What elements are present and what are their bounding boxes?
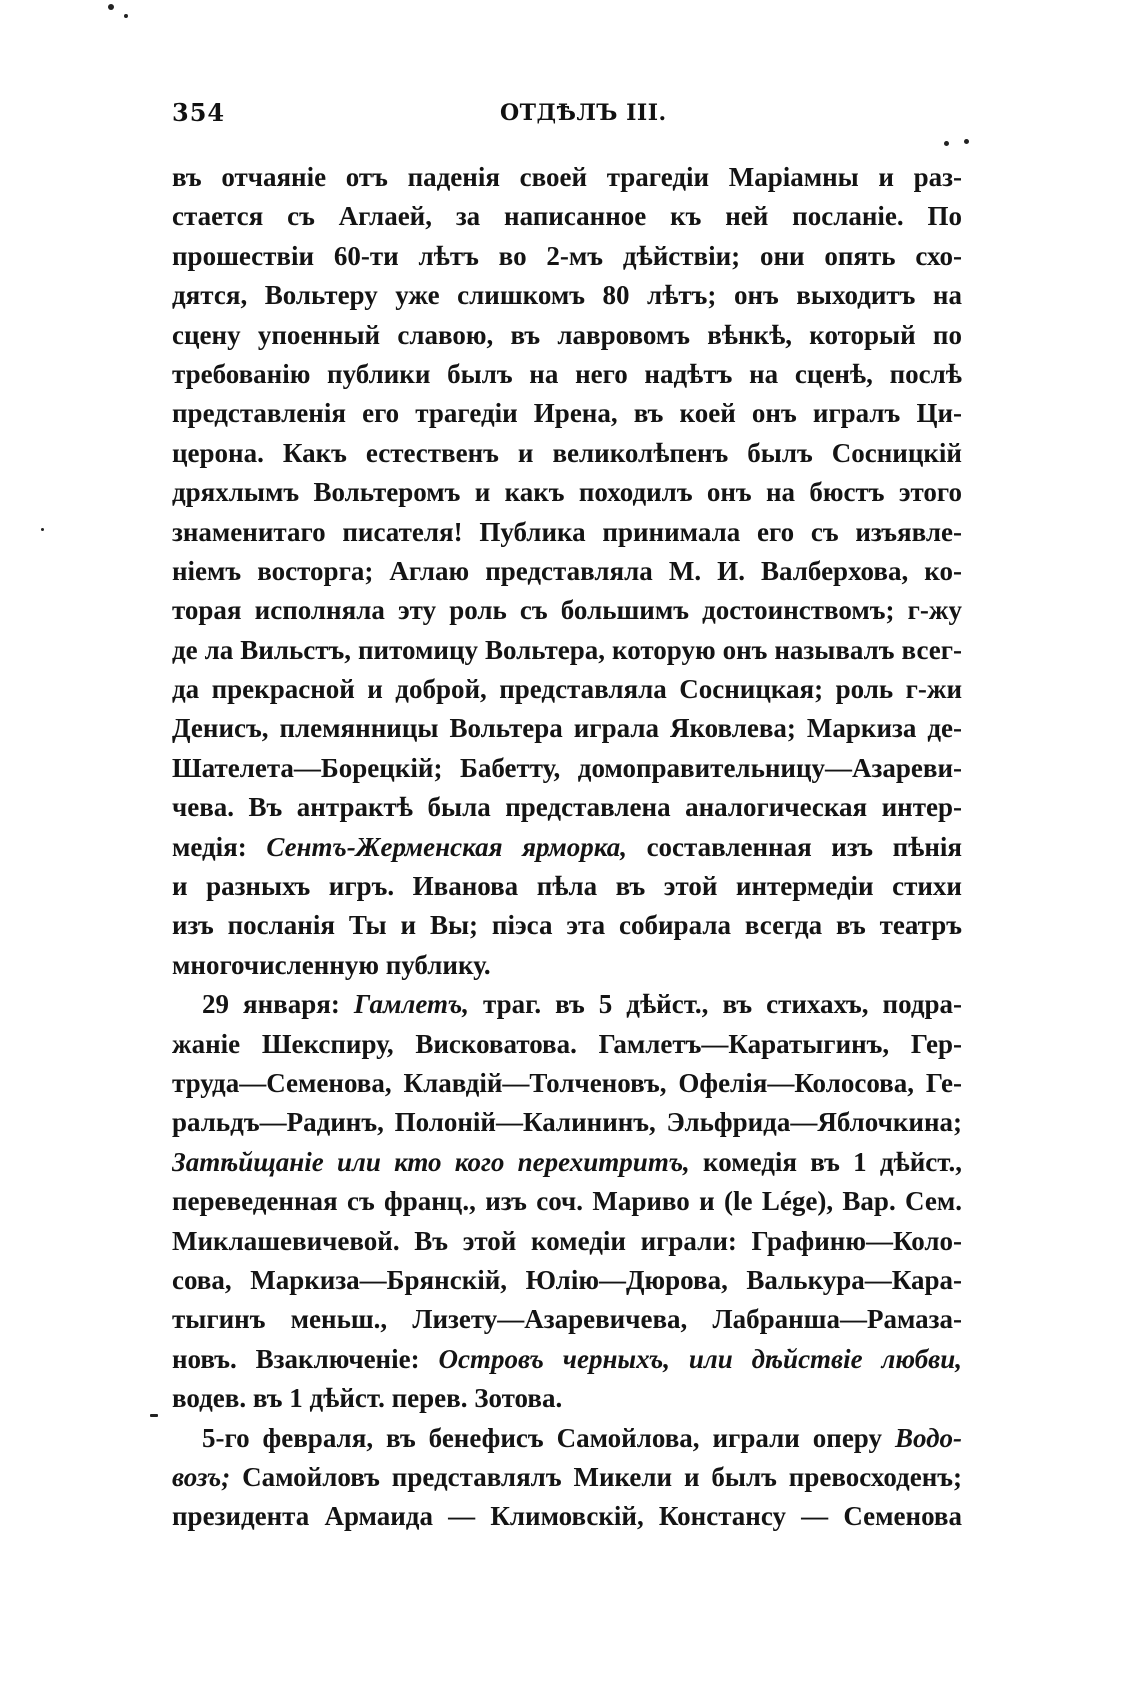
- text-line: церона. Какъ естественъ и великолѣпенъ былъ Сосницкій: [172, 437, 962, 468]
- print-speck: [108, 4, 114, 10]
- text-line: стается съ Аглаей, за написанное къ ней посланіе. По: [172, 201, 962, 232]
- text-line: тыгинъ меньш., Лизету—Азаревичева, Лабранша—Рамаза-: [172, 1304, 962, 1335]
- work-title: Гамлетъ,: [353, 989, 469, 1020]
- text-line: [172, 1340, 962, 1379]
- text-line: дряхлымъ Вольтеромъ и какъ походилъ онъ на бюстъ этого: [172, 477, 962, 508]
- text-line: [172, 985, 962, 1024]
- print-speck: [41, 528, 44, 531]
- text-line: Миклашевичевой. Въ этой комедіи играли: Графиню—Коло-: [172, 1225, 962, 1256]
- text-line: многочисленную публику.: [172, 949, 491, 980]
- text-line: представленія его трагедіи Ирена, въ коей онъ игралъ Ци-: [172, 398, 962, 429]
- text-line: дятся, Вольтеру уже слишкомъ 80 лѣтъ; онъ выходитъ на: [172, 280, 962, 311]
- text-line: и разныхъ игръ. Иванова пѣла въ этой интермедіи стихи: [172, 871, 962, 902]
- text-line: де ла Вильстъ, питомицу Вольтера, которую онъ называлъ всег-: [172, 634, 962, 665]
- text-line: [172, 1419, 962, 1458]
- work-title: Островъ черныхъ, или дѣйствіе любви,: [438, 1343, 962, 1374]
- text-line: [172, 828, 962, 867]
- page-number: 354: [172, 98, 226, 127]
- text-line: изъ посланія Ты и Вы; піэса эта собирала всегда въ театръ: [172, 910, 962, 941]
- print-speck: [150, 1414, 158, 1417]
- work-title: возъ;: [172, 1461, 231, 1492]
- text-line: водев. въ 1 дѣйст. перев. Зотова.: [172, 1383, 563, 1414]
- print-speck: [964, 139, 969, 144]
- text-line: знаменитаго писателя! Публика принимала его съ изъявле-: [172, 516, 962, 547]
- text-line: жаніе Шекспиру, Висковатова. Гамлетъ—Каратыгинъ, Гер-: [172, 1028, 962, 1059]
- text-line: торая исполняла эту роль съ большимъ достоинствомъ; г-жу: [172, 595, 962, 626]
- print-speck: [944, 141, 949, 146]
- body-text: [172, 158, 962, 1537]
- text-line: Шателета—Борецкій; Бабетту, домоправительницу—Азареви-: [172, 752, 962, 783]
- text-line: чева. Въ антрактѣ была представлена аналогическая интер-: [172, 792, 962, 823]
- text-line: прошествіи 60-ти лѣтъ во 2-мъ дѣйствіи; они опять схо-: [172, 240, 962, 271]
- text-fragment: 29 января:: [202, 989, 354, 1020]
- work-title: Водо-: [894, 1422, 962, 1453]
- text-fragment: траг. въ 5 дѣйст., въ стихахъ, подра-: [469, 989, 962, 1020]
- text-line: сова, Маркиза—Брянскій, Юлію—Дюрова, Валькура—Кара-: [172, 1264, 962, 1295]
- text-line: ніемъ восторга; Аглаю представляла М. И. Валберхова, ко-: [172, 555, 962, 586]
- text-fragment: 5-го февраля, въ бенефисъ Самойлова, играли оперу: [202, 1422, 895, 1453]
- work-title: Сентъ-Жерменская ярморка,: [266, 831, 627, 862]
- text-fragment: новъ. Взаключеніе:: [172, 1343, 439, 1374]
- text-fragment: медія:: [172, 831, 267, 862]
- text-fragment: комедія въ 1 дѣйст.,: [689, 1146, 962, 1177]
- text-line: требованію публики былъ на него надѣтъ на сценѣ, послѣ: [172, 358, 962, 389]
- text-line: переведенная съ франц., изъ соч. Мариво и (le Lége), Вар. Сем.: [172, 1186, 962, 1217]
- text-line: труда—Семенова, Клавдій—Толченовъ, Офелія—Колосова, Ге-: [172, 1067, 962, 1098]
- work-title: Затѣйщаніе или кто кого перехитритъ,: [172, 1146, 690, 1177]
- text-line: [172, 1143, 962, 1182]
- print-speck: [124, 14, 128, 18]
- text-line: сцену упоенный славою, въ лавровомъ вѣнкѣ, который по: [172, 319, 962, 350]
- page-header: [172, 98, 962, 138]
- text-line: президента Армаида — Климовскій, Констансу — Семенова: [172, 1501, 962, 1532]
- text-line: ральдъ—Радинъ, Полоній—Калининъ, Эльфрида—Яблочкина;: [172, 1107, 962, 1138]
- text-line: Денисъ, племянницы Вольтера играла Яковлева; Маркиза де-: [172, 713, 962, 744]
- running-head: ОТДѢЛЪ III.: [500, 100, 667, 126]
- text-line: въ отчаяніе отъ паденія своей трагедіи Маріамны и раз-: [172, 162, 962, 192]
- text-fragment: Самойловъ представлялъ Микели и былъ превосходенъ;: [230, 1461, 962, 1492]
- text-fragment: составленная изъ пѣнія: [626, 831, 962, 862]
- text-line: [172, 1458, 962, 1497]
- text-line: да прекрасной и доброй, представляла Сосницкая; роль г-жи: [172, 674, 962, 705]
